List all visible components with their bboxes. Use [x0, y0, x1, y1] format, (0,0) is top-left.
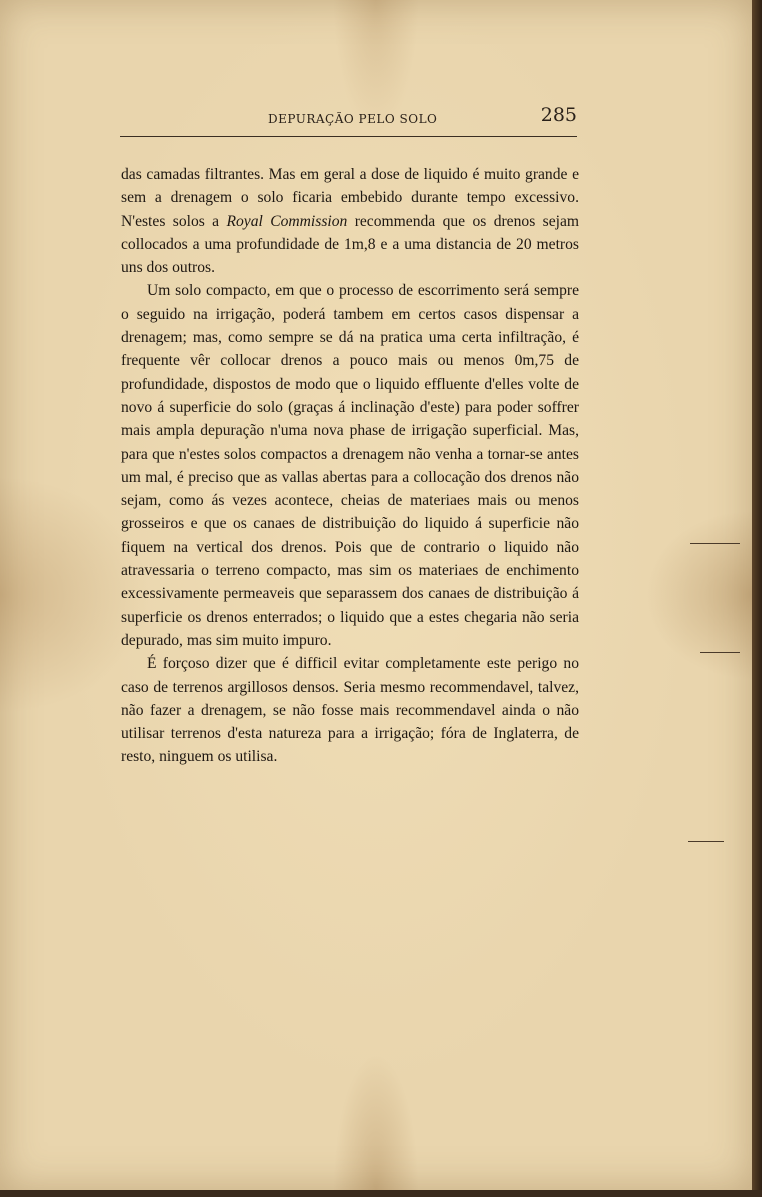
margin-mark: [700, 652, 740, 653]
paragraph-3: É forçoso dizer que é difficil evitar completamente este perigo no caso de terrenos argillosos densos. Seria mesmo recommendavel, talvez, não fazer a drenagem, se não fosse mais recommendavel ainda o não utilisar terrenos d'esta natureza para a irrigação; fóra de Inglaterra, de resto, ninguem os utilisa.: [121, 655, 579, 766]
page-edge-bottom: [0, 1190, 762, 1197]
margin-mark: [690, 543, 740, 544]
body-text: [121, 163, 579, 769]
running-head: [120, 104, 577, 134]
royal-commission-italic: Royal Commission: [226, 212, 348, 230]
paragraph-2: Um solo compacto, em que o processo de escorrimento será sempre o seguido na irrigação, poderá tambem em certos casos dispensar a drenagem; mas, como sempre se dá na pratica uma certa infiltração, é frequente vêr collocar drenos a pouco mais ou menos 0m,75 de profundidade, dispostos de modo que o liquido effluente d'elles volte de novo á superficie do solo (graças á inclinação d'este) para poder soffrer mais ampla depuração n'uma nova phase de irrigação superficial. Mas, para que n'estes solos compactos a drenagem não venha a tornar-se antes um mal, é preciso que as vallas abertas para a collocação dos drenos não sejam, como ás vezes acontece, cheias de materiaes mais ou menos grosseiros e que os canaes de distribuição do liquido á superficie não fiquem na vertical dos drenos. Pois que de contrario o liquido não atravessaria o terreno compacto, mas sim os materiaes de enchimento excessivamente permeaveis que separassem dos canaes de distribuição á superficie os drenos enterrados; o liquido que a estes chegaria não seria depurado, mas sim muito impuro.: [121, 282, 579, 649]
page-edge-right: [752, 0, 762, 1197]
margin-mark: [688, 841, 724, 842]
paragraph-1: [121, 163, 579, 279]
paragraph-1-text-end: recommenda que os drenos sejam collocados a uma profundidade de 1m,8 e a uma distancia de 20 metros uns dos outros.: [121, 212, 580, 277]
header-rule: [120, 136, 577, 137]
running-head-title: DEPURAÇÃO PELO SOLO: [268, 112, 438, 126]
page-number: 285: [540, 104, 577, 126]
paragraph-1-text-start: das camadas filtrantes. Mas em geral a dose de liquido é muito grande e sem a drenagem o solo ficaria embebido durante tempo excessivo. N'estes solos a: [121, 166, 579, 230]
